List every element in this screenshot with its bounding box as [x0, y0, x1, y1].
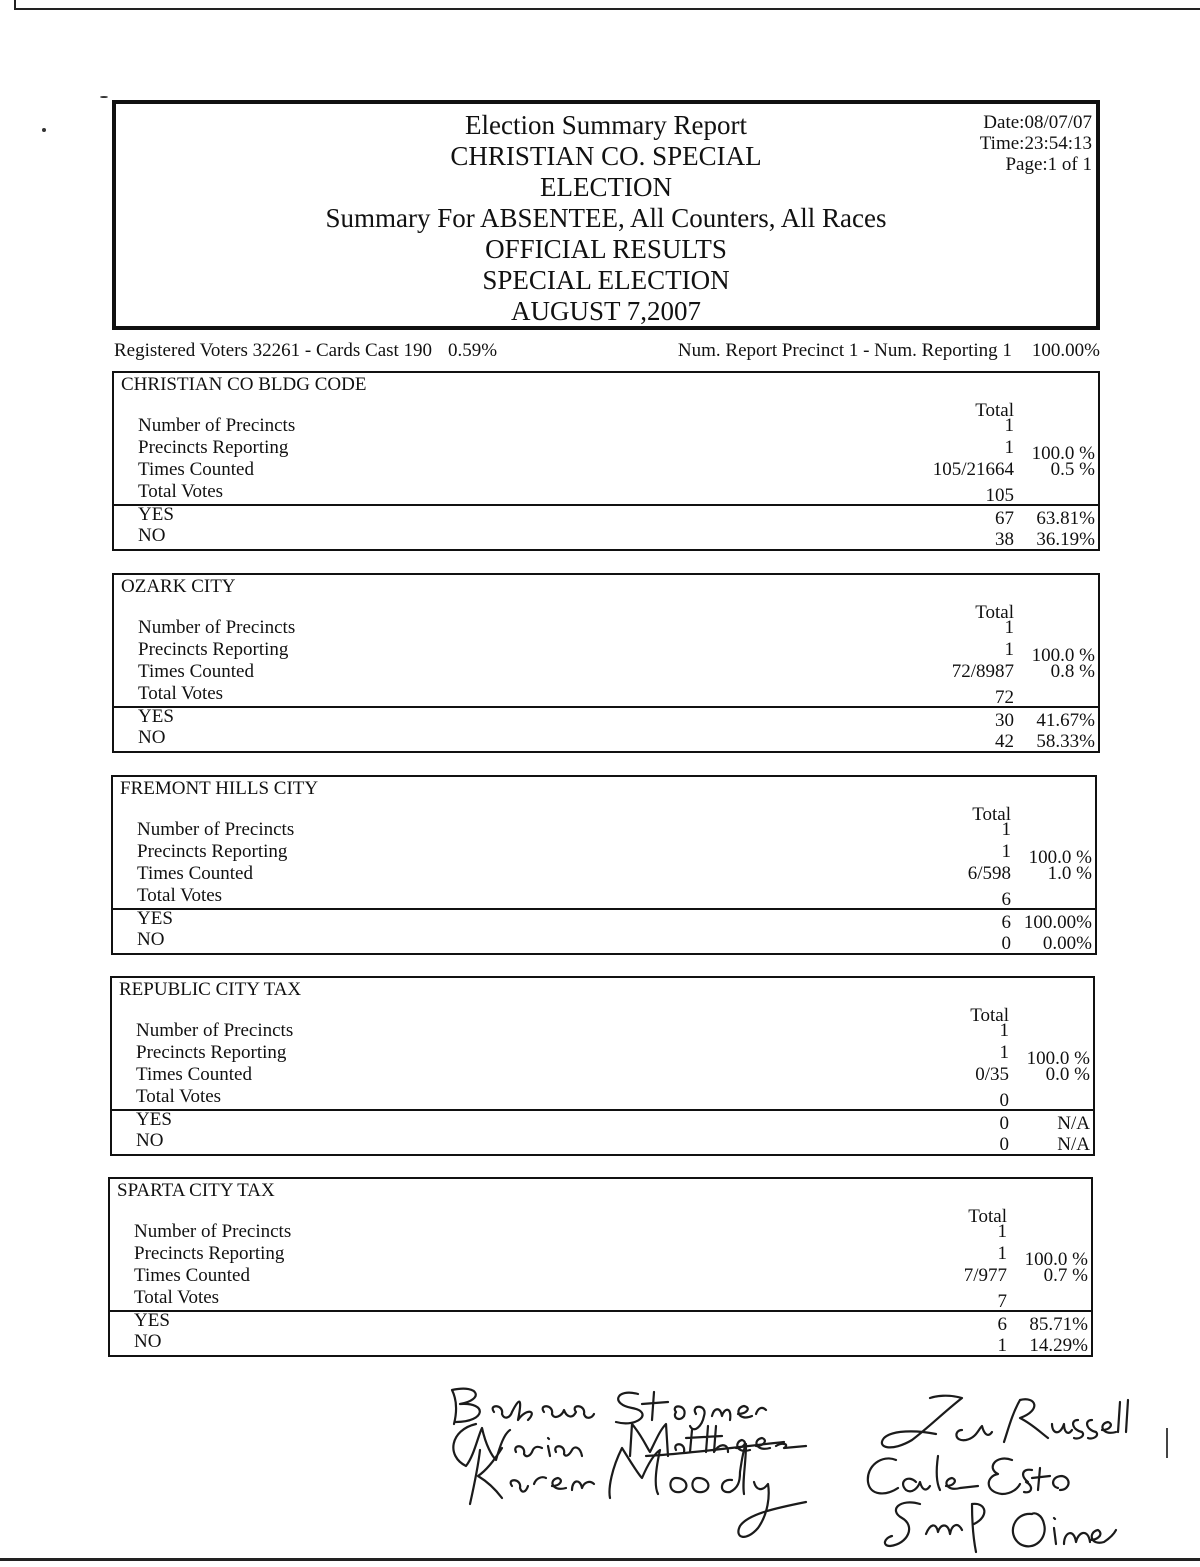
- race-box: [110, 976, 1095, 1156]
- row-label: Precincts Reporting: [136, 1042, 287, 1063]
- registered-voters-summary: [114, 340, 497, 362]
- registered-voters-text: Registered Voters 32261 - Cards Cast 190: [114, 340, 433, 361]
- race-title: CHRISTIAN CO BLDG CODE: [121, 374, 367, 395]
- row-label: Precincts Reporting: [137, 841, 288, 862]
- row-percent: 0.5 %: [1050, 459, 1095, 480]
- row-value: 0: [1001, 933, 1011, 954]
- race-title: REPUBLIC CITY TAX: [119, 979, 302, 1000]
- race-row: [112, 1086, 1093, 1111]
- row-label: Times Counted: [138, 459, 254, 480]
- race-row: [112, 1042, 1093, 1069]
- row-value: 1: [997, 1243, 1007, 1264]
- row-value: 105/21664: [932, 459, 1014, 480]
- row-label: YES: [138, 706, 174, 727]
- row-value: 1: [1001, 819, 1011, 840]
- row-label: Number of Precincts: [137, 819, 295, 840]
- row-label: NO: [138, 727, 166, 748]
- row-value: 1: [1004, 415, 1014, 436]
- row-value: 1: [1004, 617, 1014, 638]
- row-percent: 0.8 %: [1050, 661, 1095, 682]
- row-label: YES: [138, 504, 174, 525]
- row-percent: 100.00%: [1023, 912, 1092, 933]
- signature-sam-pine: [878, 1494, 1118, 1560]
- row-percent: 100.0 %: [1031, 443, 1095, 464]
- race-row: [114, 504, 1098, 529]
- race-row: [110, 1243, 1091, 1270]
- report-type: SPECIAL ELECTION: [482, 265, 730, 295]
- row-value: 7: [997, 1291, 1007, 1312]
- row-label: NO: [138, 525, 166, 546]
- race-title: OZARK CITY: [121, 576, 236, 597]
- precinct-reporting-summary: [678, 340, 1100, 362]
- total-column-header: Total: [975, 400, 1014, 421]
- row-label: Precincts Reporting: [134, 1243, 285, 1264]
- race-box: [111, 775, 1097, 955]
- row-value: 105: [985, 485, 1014, 506]
- row-label: Total Votes: [134, 1287, 220, 1308]
- report-page: Page:1 of 1: [1005, 154, 1092, 175]
- row-value: 1: [997, 1335, 1007, 1356]
- report-date-line: AUGUST 7,2007: [510, 296, 701, 326]
- row-label: YES: [134, 1310, 170, 1331]
- report-scope: Summary For ABSENTEE, All Counters, All Races: [325, 203, 887, 233]
- scan-speck: [100, 96, 108, 98]
- row-label: NO: [136, 1130, 164, 1151]
- row-percent: 85.71%: [1029, 1314, 1088, 1335]
- race-row: [110, 1221, 1091, 1243]
- race-title: FREMONT HILLS CITY: [120, 778, 319, 799]
- row-label: Precincts Reporting: [138, 639, 289, 660]
- race-row: [113, 908, 1095, 933]
- row-value: 1: [999, 1042, 1009, 1063]
- precinct-reporting-text: Num. Report Precinct 1 - Num. Reporting 1: [677, 340, 1012, 361]
- row-percent: 36.19%: [1036, 529, 1095, 550]
- race-row: [113, 929, 1095, 954]
- row-label: Times Counted: [134, 1265, 250, 1286]
- row-value: 6/598: [967, 863, 1011, 884]
- total-column-header: Total: [972, 804, 1011, 825]
- report-time: Time:23:54:13: [979, 133, 1092, 154]
- row-percent: 0.00%: [1042, 933, 1092, 954]
- total-column-header: Total: [968, 1206, 1007, 1227]
- row-value: 30: [995, 710, 1014, 731]
- row-percent: 100.0 %: [1031, 645, 1095, 666]
- race-row: [113, 841, 1095, 868]
- signature-karen-moody: [466, 1438, 816, 1548]
- race-row: [114, 683, 1098, 708]
- row-value: 6: [997, 1314, 1007, 1335]
- race-row: [112, 1020, 1093, 1042]
- race-box: [112, 371, 1100, 551]
- row-percent: 14.29%: [1029, 1335, 1088, 1356]
- report-status: OFFICIAL RESULTS: [485, 234, 727, 264]
- race-row: [110, 1265, 1091, 1287]
- race-row: [113, 819, 1095, 841]
- race-row: [114, 727, 1098, 752]
- row-label: Total Votes: [138, 683, 224, 704]
- row-label: YES: [136, 1109, 172, 1130]
- row-label: Times Counted: [138, 661, 254, 682]
- race-box: [112, 573, 1100, 753]
- row-value: 72: [995, 687, 1014, 708]
- page-edge-top: [14, 0, 1200, 10]
- race-row: [112, 1130, 1093, 1155]
- row-label: Precincts Reporting: [138, 437, 289, 458]
- row-value: 38: [995, 529, 1014, 550]
- row-value: 7/977: [963, 1265, 1007, 1286]
- race-row: [110, 1310, 1091, 1335]
- row-label: Times Counted: [137, 863, 253, 884]
- row-percent: 41.67%: [1036, 710, 1095, 731]
- row-label: NO: [134, 1331, 162, 1352]
- row-value: 42: [995, 731, 1014, 752]
- row-percent: 0.0 %: [1045, 1064, 1090, 1085]
- race-row: [114, 661, 1098, 683]
- row-percent: 0.7 %: [1043, 1265, 1088, 1286]
- race-row: [114, 617, 1098, 639]
- race-row: [114, 459, 1098, 481]
- row-value: 1: [1001, 841, 1011, 862]
- race-title: SPARTA CITY TAX: [117, 1180, 275, 1201]
- row-percent: N/A: [1057, 1113, 1090, 1134]
- row-percent: 1.0 %: [1047, 863, 1092, 884]
- row-value: 6: [1001, 912, 1011, 933]
- row-label: Number of Precincts: [136, 1020, 294, 1041]
- race-row: [113, 863, 1095, 885]
- row-label: Times Counted: [136, 1064, 252, 1085]
- total-column-header: Total: [975, 602, 1014, 623]
- row-percent: 100.0 %: [1028, 847, 1092, 868]
- report-header-box: [112, 100, 1100, 330]
- scan-speck: [42, 128, 46, 132]
- race-row: [112, 1109, 1093, 1134]
- row-label: Total Votes: [136, 1086, 222, 1107]
- row-percent: 58.33%: [1036, 731, 1095, 752]
- report-county: CHRISTIAN CO. SPECIAL: [450, 141, 762, 171]
- race-row: [114, 525, 1098, 550]
- row-percent: N/A: [1057, 1134, 1090, 1155]
- row-value: 1: [997, 1221, 1007, 1242]
- row-label: Total Votes: [138, 481, 224, 502]
- row-value: 72/8987: [951, 661, 1014, 682]
- row-value: 1: [1004, 639, 1014, 660]
- row-value: 1: [1004, 437, 1014, 458]
- race-row: [112, 1064, 1093, 1086]
- race-row: [110, 1331, 1091, 1356]
- report-title: Election Summary Report: [465, 110, 747, 140]
- report-election: ELECTION: [540, 172, 672, 202]
- reporting-percent: 100.00%: [1031, 340, 1100, 361]
- row-value: 0/35: [975, 1064, 1009, 1085]
- row-value: 67: [995, 508, 1014, 529]
- row-value: 0: [999, 1090, 1009, 1111]
- row-label: Number of Precincts: [134, 1221, 292, 1242]
- row-value: 6: [1001, 889, 1011, 910]
- turnout-percent: 0.59%: [448, 340, 498, 361]
- total-column-header: Total: [970, 1005, 1009, 1026]
- row-label: Total Votes: [137, 885, 223, 906]
- race-row: [114, 639, 1098, 666]
- race-row: [113, 885, 1095, 910]
- row-percent: 100.0 %: [1024, 1249, 1088, 1270]
- race-box: [108, 1177, 1093, 1357]
- scan-mark: [1166, 1428, 1168, 1458]
- race-row: [114, 481, 1098, 506]
- row-percent: 100.0 %: [1026, 1048, 1090, 1069]
- row-label: Number of Precincts: [138, 415, 296, 436]
- row-value: 0: [999, 1113, 1009, 1134]
- row-percent: 63.81%: [1036, 508, 1095, 529]
- race-row: [114, 706, 1098, 731]
- row-label: NO: [137, 929, 165, 950]
- row-value: 0: [999, 1134, 1009, 1155]
- row-label: Number of Precincts: [138, 617, 296, 638]
- report-meta: [980, 112, 1092, 175]
- race-row: [114, 437, 1098, 464]
- report-date: Date:08/07/07: [983, 112, 1092, 133]
- report-title-block: [116, 110, 1096, 327]
- race-row: [114, 415, 1098, 437]
- row-label: YES: [137, 908, 173, 929]
- race-row: [110, 1287, 1091, 1312]
- row-value: 1: [999, 1020, 1009, 1041]
